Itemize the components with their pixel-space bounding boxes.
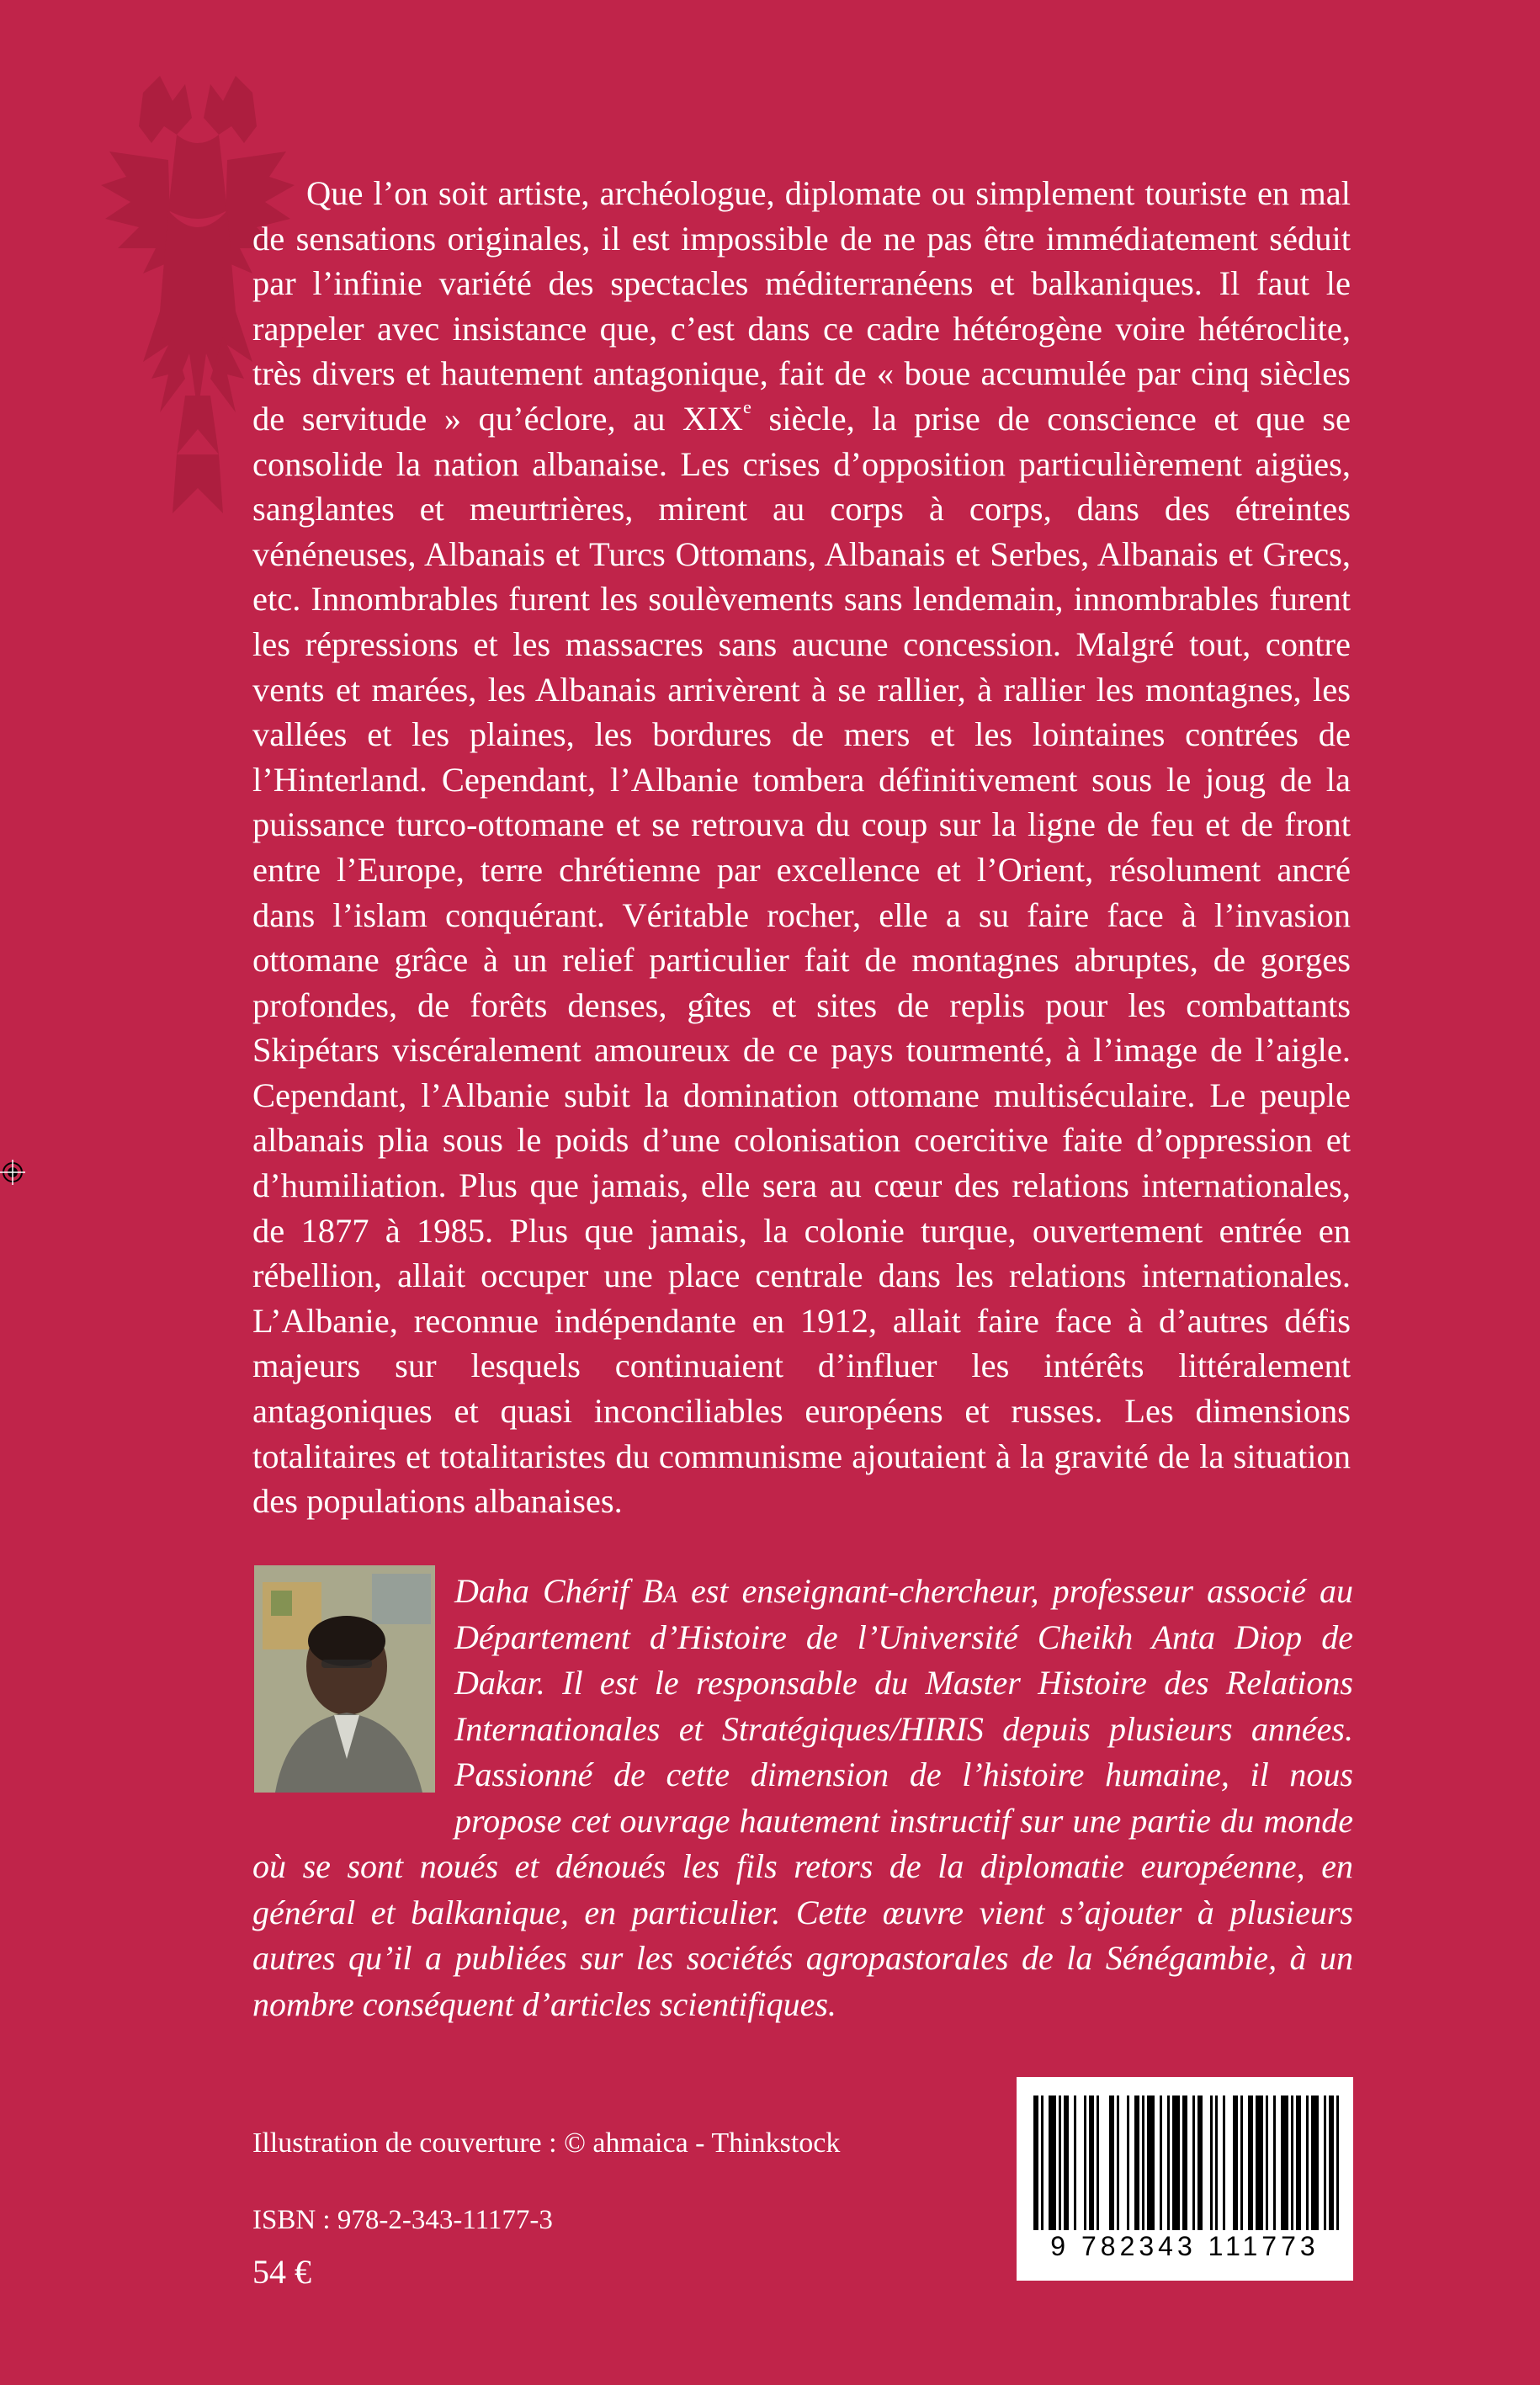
isbn-barcode: [1017, 2077, 1353, 2281]
author-biography: [252, 1569, 1353, 2027]
author-name: Daha Chérif Ba: [454, 1572, 677, 1610]
barcode-number: 9 782343 111773: [1050, 2231, 1320, 2261]
registration-mark-icon: [0, 1160, 25, 1185]
isbn: ISBN : 978-2-343-11177-3: [252, 2205, 553, 2235]
biography-text: est enseignant-chercheur, professeur associé au Département d’Histoire de l’Université Cheikh Anta Diop de Dakar. Il est le responsable du Master Histoire des Relations Internationales et Stratégiques/HIRIS depuis plusieurs années. Passionné de cette dimension de l’histoire humaine, il nous propose cet ouvrage hautement instructif sur une partie du monde où se sont noués et dénoués les fils retors de la diplomatie européenne, en général et balkanique, en particulier. Cette œuvre vient s’ajouter à plusieurs autres qu’il a publiées sur les sociétés agropastorales de la Sénégambie, à un nombre conséquent d’articles scientifiques.: [252, 1572, 1353, 2023]
cover-illustration-credit: Illustration de couverture : © ahmaica - Thinkstock: [252, 2127, 841, 2159]
description-paragraph: Que l’on soit artiste, archéologue, diplomate ou simplement touriste en mal de sensations originales, il est impossible de ne pas être immédiatement séduit par l’infinie variété des spectacles méditerranéens et balkaniques. Il faut le rappeler avec insistance que, c’est dans ce cadre hétérogène voire hétéroclite, très divers et hautement antagonique, fait de « boue accumulée par cinq siècles de servitude » qu’éclore, au XIXe siècle, la prise de conscience et que se consolide la nation albanaise. Les crises d’opposition particulièrement aigües, sanglantes et meurtrières, mirent au corps à corps, dans des étreintes vénéneuses, Albanais et Turcs Ottomans, Albanais et Serbes, Albanais et Grecs, etc. Innombrables furent les soulèvements sans lendemain, innombrables furent les répressions et les massacres sans aucune concession. Malgré tout, contre vents et marées, les Albanais arrivèrent à se rallier, à rallier les montagnes, les vallées et les plaines, les bordures de mers et les lointaines contrées de l’Hinterland. Cependant, l’Albanie tombera définitivement sous le joug de la puissance turco-ottomane et se retrouva du coup sur la ligne de feu et de front entre l’Europe, terre chrétienne par excellence et l’Orient, résolument ancré dans l’islam conquérant. Véritable rocher, elle a su faire face à l’invasion ottomane grâce à un relief particulier fait de montagnes abruptes, de gorges profondes, de forêts denses, gîtes et sites de replis pour les combattants Skipétars viscéralement amoureux de ce pays tourmenté, à l’image de l’aigle. Cependant, l’Albanie subit la domination ottomane multiséculaire. Le peuple albanais plia sous le poids d’une colonisation coercitive faite d’oppression et d’humiliation. Plus que jamais, elle sera au cœur des relations internationales, de 1877 à 1985. Plus que jamais, la colonie turque, ouvertement entrée en rébellion, allait occuper une place centrale dans les relations internationales. L’Albanie, reconnue indépendante en 1912, allait faire face à d’autres défis majeurs sur lesquels continuaient d’influer les intérêts littéralement antagoniques et quasi inconciliables européens et russes. Les dimensions totalitaires et totalitaristes du communisme ajoutaient à la gravité de la situation des populations albanaises.: [252, 174, 1351, 1521]
price: 54 €: [252, 2253, 311, 2291]
century-superscript: e: [743, 396, 751, 417]
back-cover-description: [252, 171, 1351, 1524]
